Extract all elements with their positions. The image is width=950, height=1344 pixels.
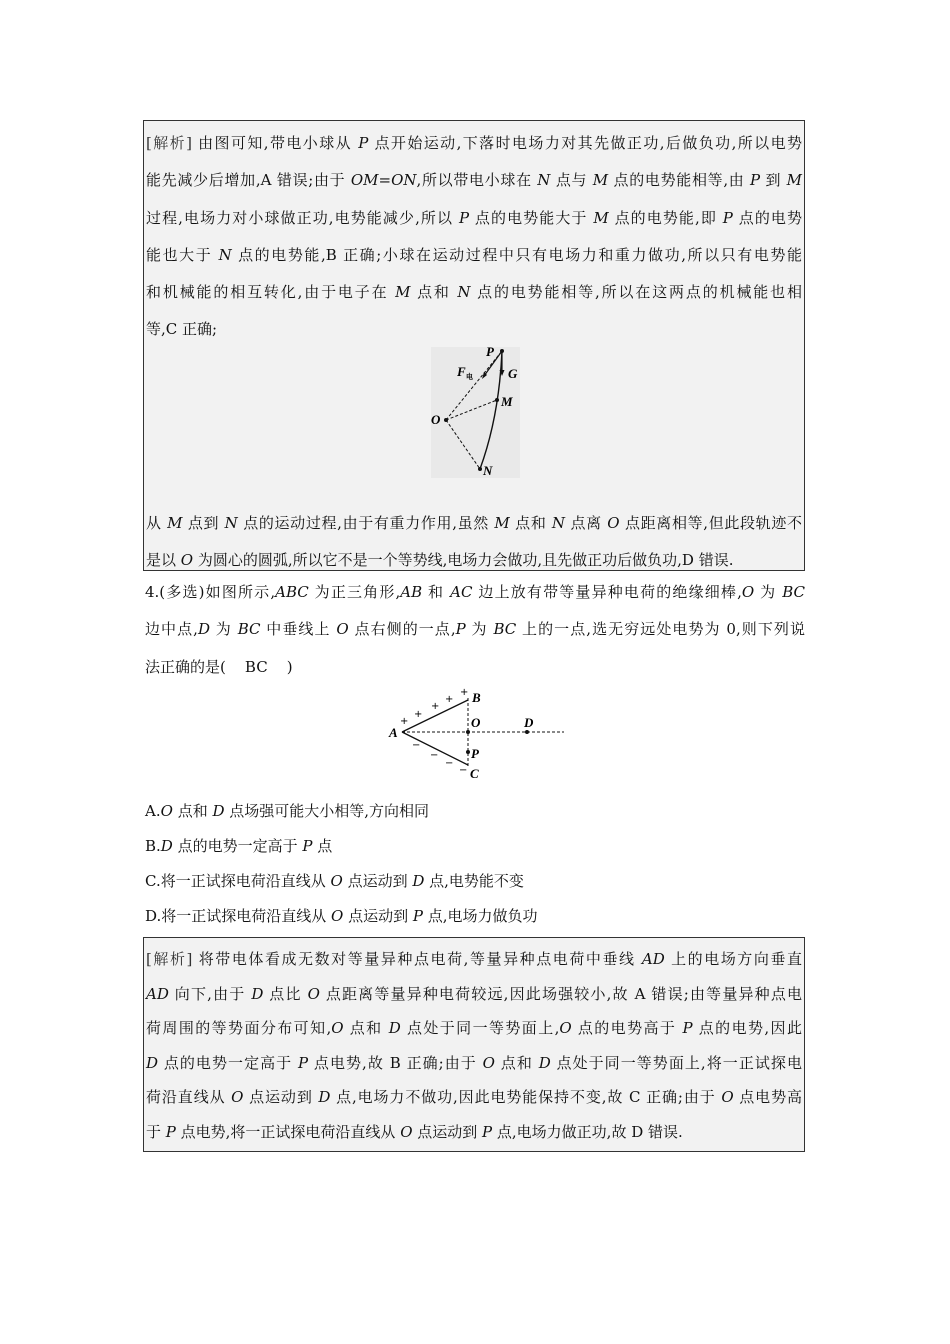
analysis-1-line-2: 能先减少后增加,A 错误;由于 OM=ON,所以带电小球在 N 点与 M 点的电势能相等,由 P 到 M bbox=[146, 171, 802, 190]
analysis-2-line-6: 于 P 点电势,将一正试探电荷沿直线从 O 点运动到 P 点,电场力做正功,故 D 错误. bbox=[146, 1122, 683, 1141]
point-o bbox=[466, 730, 470, 734]
option-b: B.D 点的电势一定高于 P 点 bbox=[145, 837, 333, 855]
label-f: F bbox=[457, 364, 466, 379]
label-f-sub: 电 bbox=[466, 373, 473, 381]
point-n bbox=[478, 467, 482, 471]
analysis-2-line-5: 荷沿直线从 O 点运动到 D 点,电场力不做功,因此电势能保持不变,故 C 正确;由于 O 点电势高 bbox=[146, 1088, 802, 1106]
point-o bbox=[444, 418, 448, 422]
label-c: C bbox=[470, 766, 479, 781]
option-a: A.O 点和 D 点场强可能大小相等,方向相同 bbox=[145, 802, 430, 820]
point-p bbox=[466, 750, 470, 754]
analysis-box-1 bbox=[143, 120, 805, 571]
trajectory-diagram bbox=[431, 347, 520, 478]
plus-sign-5: + bbox=[460, 687, 469, 698]
analysis-1-line-4: 能也大于 N 点的电势能,B 正确;小球在运动过程中只有电场力和重力做功,所以只有电势能 bbox=[146, 245, 802, 264]
analysis-1-tag: [解析] bbox=[146, 134, 192, 152]
plus-sign-2: + bbox=[414, 709, 423, 720]
option-c: C.将一正试探电荷沿直线从 O 点运动到 D 点,电势能不变 bbox=[145, 872, 524, 890]
triangle-diagram bbox=[388, 686, 564, 782]
question-line-3: 法正确的是( BC ) bbox=[145, 657, 293, 676]
label-n: N bbox=[483, 463, 493, 478]
analysis-2-line-1: [解析] 将带电体看成无数对等量异种点电荷,等量异种点电荷中垂线 AD 上的电场方向垂直 bbox=[146, 950, 802, 968]
analysis-2-line-2: AD 向下,由于 D 点比 O 点距离等量异种电荷较远,因此场强较小,故 A 错误;由等量异种点电 bbox=[146, 984, 802, 1003]
analysis-1-line-6: 等,C 正确; bbox=[146, 320, 218, 339]
analysis-2-line-4: D 点的电势一定高于 P 点电势,故 B 正确;由于 O 点和 D 点处于同一等势面上,将一正试探电 bbox=[146, 1053, 802, 1072]
label-p: P bbox=[471, 746, 479, 761]
label-b: B bbox=[472, 690, 481, 705]
trajectory-curve bbox=[480, 351, 502, 469]
analysis-1-line-5: 和机械能的相互转化,由于电子在 M 点和 N 点的电势能相等,所以在这两点的机械能也相 bbox=[146, 283, 802, 302]
minus-sign-3: − bbox=[445, 758, 454, 769]
label-g: G bbox=[508, 366, 518, 381]
point-m bbox=[495, 398, 499, 402]
label-m: M bbox=[501, 394, 513, 409]
label-a: A bbox=[389, 725, 398, 740]
label-p: P bbox=[486, 347, 494, 359]
line-on bbox=[446, 420, 480, 469]
question-line-1: 4.(多选)如图所示,ABC 为正三角形,AB 和 AC 边上放有带等量异种电荷的绝缘细棒,O 为 BC bbox=[145, 583, 805, 601]
line-op bbox=[446, 351, 502, 420]
plus-sign-3: + bbox=[431, 701, 440, 712]
question-line-2: 边中点,D 为 BC 中垂线上 O 点右侧的一点,P 为 BC 上的一点,选无穷远处电势为 0,则下列说 bbox=[145, 620, 805, 639]
label-o: O bbox=[431, 412, 441, 427]
analysis-1-line-8: 是以 O 为圆心的圆弧,所以它不是一个等势线,电场力会做功,且先做正功后做负功,D 错误. bbox=[146, 551, 734, 570]
question-4 bbox=[145, 574, 805, 686]
minus-sign-2: − bbox=[430, 750, 439, 761]
label-d: D bbox=[524, 715, 534, 730]
trajectory-figure bbox=[431, 347, 520, 478]
point-p bbox=[500, 349, 504, 353]
options bbox=[145, 794, 805, 934]
analysis-2-line-3: 荷周围的等势面分布可知,O 点和 D 点处于同一等势面上,O 点的电势高于 P 点的电势,因此 bbox=[146, 1019, 802, 1037]
analysis-2-tag: [解析] bbox=[146, 950, 193, 968]
analysis-1-line-1: [解析] 由图可知,带电小球从 P 点开始运动,下落时电场力对其先做正功,后做负功,所以电势 bbox=[146, 134, 802, 152]
triangle-figure bbox=[388, 686, 564, 782]
label-o: O bbox=[471, 715, 481, 730]
analysis-1-line-3: 过程,电场力对小球做正功,电势能减少,所以 P 点的电势能大于 M 点的电势能,即 P 点的电势 bbox=[146, 208, 802, 227]
option-d: D.将一正试探电荷沿直线从 O 点运动到 P 点,电场力做负功 bbox=[145, 907, 538, 925]
plus-sign-4: + bbox=[445, 694, 454, 705]
minus-sign-4: − bbox=[459, 765, 468, 776]
point-d bbox=[525, 730, 529, 734]
plus-sign-1: + bbox=[400, 716, 409, 727]
analysis-box-2 bbox=[143, 937, 805, 1152]
analysis-1-line-7: 从 M 点到 N 点的运动过程,由于有重力作用,虽然 M 点和 N 点离 O 点距离相等,但此段轨迹不 bbox=[146, 513, 802, 532]
minus-sign-1: − bbox=[412, 740, 421, 751]
